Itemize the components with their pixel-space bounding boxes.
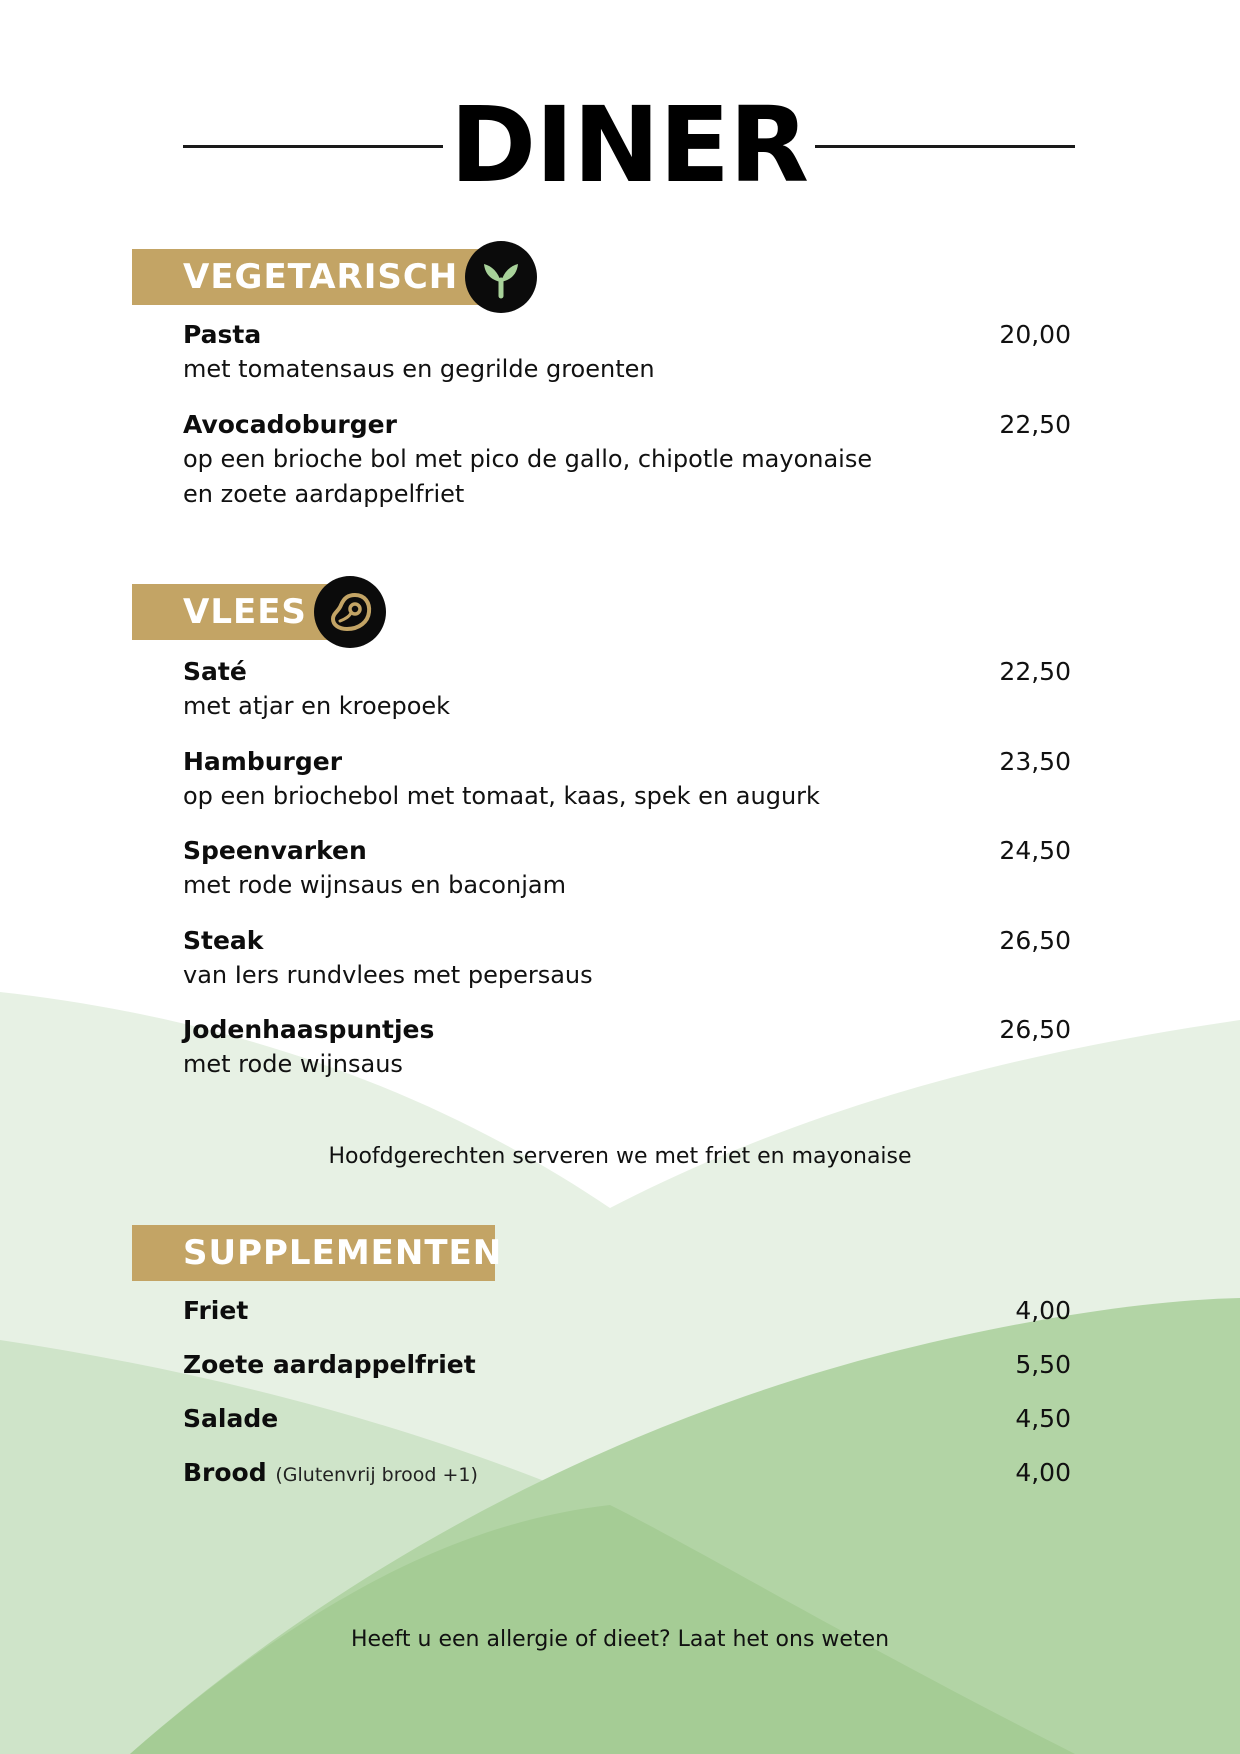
item-note: (Glutenvrij brood +1) — [275, 1464, 478, 1486]
item-price: 26,50 — [999, 926, 1071, 955]
item-price: 4,00 — [1015, 1296, 1071, 1325]
item-price: 4,50 — [1015, 1404, 1071, 1433]
page-title: DINER — [449, 84, 809, 206]
item-description: op een briochebol met tomaat, kaas, spek en augurk — [183, 782, 820, 810]
supplement-item — [183, 1456, 1071, 1492]
menu-item — [183, 318, 1071, 387]
menu-header — [183, 84, 1075, 206]
allergy-note: Heeft u een allergie of dieet? Laat het ons weten — [350, 1627, 890, 1652]
sprout-icon — [465, 241, 537, 313]
item-name: Zoete aardappelfriet — [183, 1350, 476, 1379]
section-header-supplementen — [132, 1225, 503, 1281]
section-title: SUPPLEMENTEN — [183, 1233, 503, 1273]
item-name: Friet — [183, 1296, 249, 1325]
item-description: met tomatensaus en gegrilde groenten — [183, 355, 655, 383]
item-name: Pasta — [183, 320, 262, 349]
supplement-item — [183, 1348, 1071, 1382]
item-name: Speenvarken — [183, 836, 367, 865]
item-name: Avocadoburger — [183, 410, 397, 439]
item-price: 22,50 — [999, 410, 1071, 439]
menu-item — [183, 834, 1071, 903]
item-name-row — [183, 1456, 1071, 1492]
menu-item — [183, 408, 1071, 512]
item-description: met rode wijnsaus — [183, 1050, 403, 1078]
menu-item — [183, 1013, 1071, 1082]
title-divider-right — [815, 145, 1075, 148]
item-name: Salade — [183, 1404, 279, 1433]
item-name: Steak — [183, 926, 264, 955]
section-header-vlees — [132, 584, 332, 640]
item-description: op een brioche bol met pico de gallo, chipotle mayonaise en zoete aardappelfriet — [183, 445, 873, 508]
item-price: 4,00 — [1015, 1458, 1071, 1487]
item-name: Jodenhaaspuntjes — [183, 1015, 435, 1044]
item-description: van Iers rundvlees met pepersaus — [183, 961, 593, 989]
main-course-note: Hoofdgerechten serveren we met friet en mayonaise — [328, 1144, 912, 1169]
item-description: met rode wijnsaus en baconjam — [183, 871, 566, 899]
item-price: 20,00 — [999, 320, 1071, 349]
supplement-item — [183, 1294, 1071, 1328]
section-title: VLEES — [183, 592, 307, 632]
item-price: 24,50 — [999, 836, 1071, 865]
item-price: 23,50 — [999, 747, 1071, 776]
menu-item — [183, 745, 1071, 814]
menu-item — [183, 655, 1071, 724]
item-description: met atjar en kroepoek — [183, 692, 451, 720]
supplement-item — [183, 1402, 1071, 1436]
item-name: Saté — [183, 657, 247, 686]
item-name: Brood — [183, 1458, 267, 1487]
item-price: 26,50 — [999, 1015, 1071, 1044]
steak-icon — [314, 576, 386, 648]
item-name: Hamburger — [183, 747, 343, 776]
menu-item — [183, 924, 1071, 993]
item-price: 22,50 — [999, 657, 1071, 686]
item-price: 5,50 — [1015, 1350, 1071, 1379]
section-header-vegetarisch — [132, 249, 482, 305]
section-title: VEGETARISCH — [183, 257, 459, 297]
